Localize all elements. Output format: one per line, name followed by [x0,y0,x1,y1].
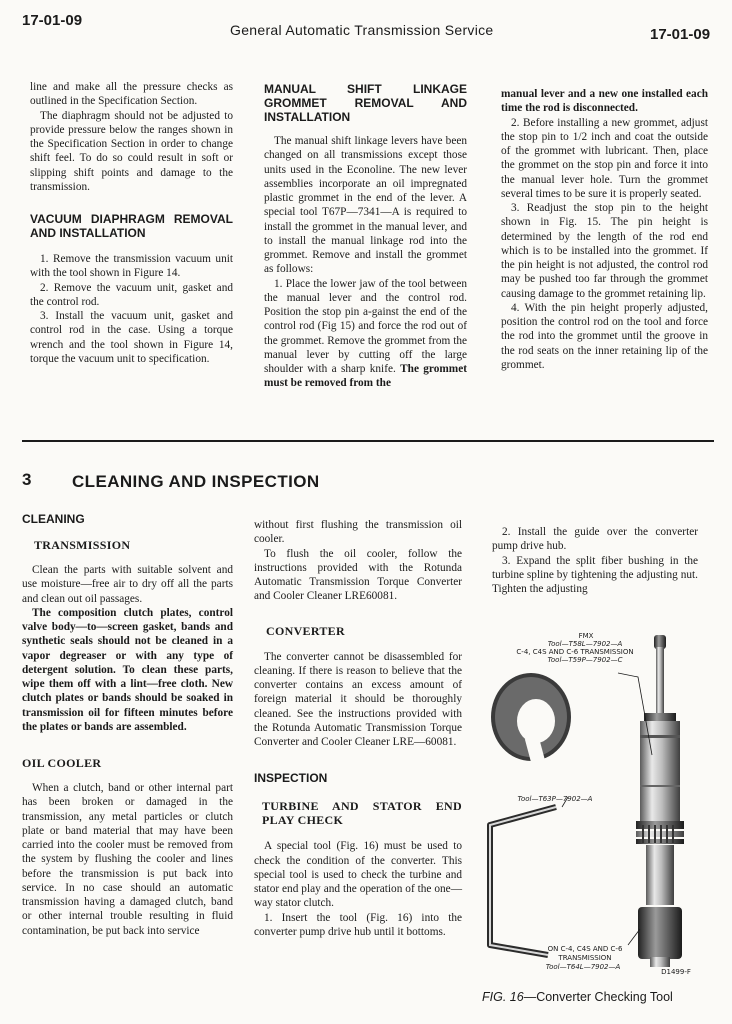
bottom-column-3 [492,525,698,596]
section-title: CLEANING AND INSPECTION [72,472,320,491]
step: 4. With the pin height properly adjusted, position the control rod on the tool and force the rod into the grommet until the groove in the rod seats on the inner retaining lip of the grommet. [501,301,708,371]
subsection-heading: TURBINE AND STATOR END PLAY CHECK [262,799,462,828]
subsection-heading: TRANSMISSION [34,538,131,552]
paragraph: The converter cannot be disassembled for cleaning. If there is reason to believe that the converter contains an excess amount of foreign material it should be thoroughly cleaned. See the instructions provided with the Rotunda Automatic Transmission Torque Converter and Cooler Cleaner LRE—60081. [254,650,462,748]
figure-label: FMX [578,632,594,640]
step-text: 1. Place the lower jaw of the tool between the manual lever and the control rod. Position the stop pin a-gainst the end of the control rod (Fig 15) and force the rod out of the grommet. Remove the grommet from the manual lever by cutting off the large shoulder with a sharp knife. [264,277,467,375]
top-column-3 [501,87,708,372]
paragraph: without first flushing the transmission oil cooler. [254,519,462,546]
paragraph: When a clutch, band or other internal part has been broken or damaged in the transmission, any metal particles or clutch plate or band material that may have been carried into the cooler must be removed from the system by flushing the cooler and lines before the transmission is put back into service. In no case should an automatic transmission having a damaged clutch, band or other internal trouble resulting in fluid contamination, be put back into service [22,782,233,937]
figure-label: Tool—T63P—7902—A [517,795,593,803]
section-divider [22,440,714,442]
figure-number: FIG. 16 [482,990,524,1004]
paragraph: The manual shift linkage levers have been changed on all transmissions except those units used in the Econoline. The new lever assemblies incorporate an oil impregnated plastic grommet in the end of the lever. A special tool T67P—7341—A is required to install the grommet in the manual lever, and to install the manual linkage rod into the grommet. Remove and install the grommet as follows: [264,135,467,276]
step: 1. Insert the tool (Fig. 16) into the converter pump drive hub until it bottoms. [254,911,462,938]
figure-label: ON C-4, C4S AND C-6 [547,945,623,953]
figure-label: Tool—T58L—7902—A [547,640,623,648]
step [264,277,467,391]
paragraph: To flush the oil cooler, follow the instructions provided with the Rotunda Automatic Transmission Torque Converter and Cooler Cleaner LRE60081. [254,547,462,603]
section-heading: MANUAL SHIFT LINKAGE GROMMET REMOVAL AND INSTALLATION [264,82,467,124]
figure-caption [482,990,702,1004]
hex-key-tool [490,807,556,955]
bottom-column-2 [254,518,462,939]
step: 2. Remove the vacuum unit, gasket and the control rod. [30,281,233,308]
bottom-column-1 [22,512,233,938]
figure-id: D1499-F [661,968,691,976]
warning-paragraph: The composition clutch plates, control valve body—to—screen gasket, bands and synthetic seals should not be cleaned in a vapor degreaser or with any type of detergent solution. To clean these parts, wipe them off with a lint—free cloth. New clutch plates or bands should be soaked in transmission oil for fifteen minutes before the plates or bands are assembled. [22,606,233,733]
top-column-1 [30,80,233,366]
step: 2. Install the guide over the converter pump drive hub. [492,526,698,553]
step: 3. Install the vacuum unit, gasket and control rod in the case. Using a torque wrench and the tool shown in Figure 14, torque the vacuum unit to specification. [30,310,233,365]
figure-label: TRANSMISSION [558,954,612,962]
warning-text: manual lever and a new one installed each time the rod is disconnected. [501,88,708,115]
step: 3. Readjust the stop pin to the height shown in Fig. 15. The pin height is determined by the length of the rod end which is to be installed into the grommet. If the pin height is not adjusted, the control rod may be pushed too far through the grommet causing damage to the grommet retaining lip. [501,202,708,300]
subsection-heading: CLEANING [22,512,85,526]
subsection-heading: INSPECTION [254,771,328,786]
figure-16-illustration [478,625,718,985]
warning-text: The grommet must be removed from the [264,363,467,390]
figure-label: Tool—T59P—7902—C [547,656,623,664]
paragraph: line and make all the pressure checks as outlined in the Specification Section. [30,81,233,108]
step: 3. Expand the split fiber bushing in the turbine spline by tightening the adjusting nut. Tighten the adjusting [492,554,698,595]
paragraph: Clean the parts with suitable solvent and use moisture—free air to dry off all the parts and clean out oil passages. [22,564,233,605]
paragraph: A special tool (Fig. 16) must be used to check the condition of the converter. This special tool is used to check the turbine and stator end play and the operation of the one—way stator clutch. [254,840,462,910]
section-number: 3 [22,470,32,489]
figure-label: Tool—T64L—7902—A [545,963,621,971]
subsection-heading: OIL COOLER [22,756,102,770]
page-number-right: 17-01-09 [650,26,711,43]
bushing-ring-part [491,673,571,768]
figure-label: C-4, C4S AND C-6 TRANSMISSION [516,648,634,656]
page-header-title: General Automatic Transmission Service [230,22,494,38]
figure-caption-text: —Converter Checking Tool [523,990,673,1004]
top-column-2 [264,82,467,391]
page-number-left: 17-01-09 [22,12,83,29]
paragraph: The diaphragm should not be adjusted to provide pressure below the ranges shown in the Specification Section in order to change shift feel. To do so could result in soft or slipping shift points and damage to the transmission. [30,109,233,193]
section-heading: VACUUM DIAPHRAGM REMOVAL AND INSTALLATION [30,212,233,240]
converter-checking-tool-shaft [636,635,684,967]
step: 1. Remove the transmission vacuum unit with the tool shown in Figure 14. [30,253,233,280]
step: 2. Before installing a new grommet, adjust the stop pin to 1/2 inch and coat the outside of the grommet with lubricant. Then, place the grommet on the stop pin and force it into the manual lever hole. Turn the grommet several times to be sure it is properly seated. [501,116,708,200]
subsection-heading: CONVERTER [266,623,345,638]
